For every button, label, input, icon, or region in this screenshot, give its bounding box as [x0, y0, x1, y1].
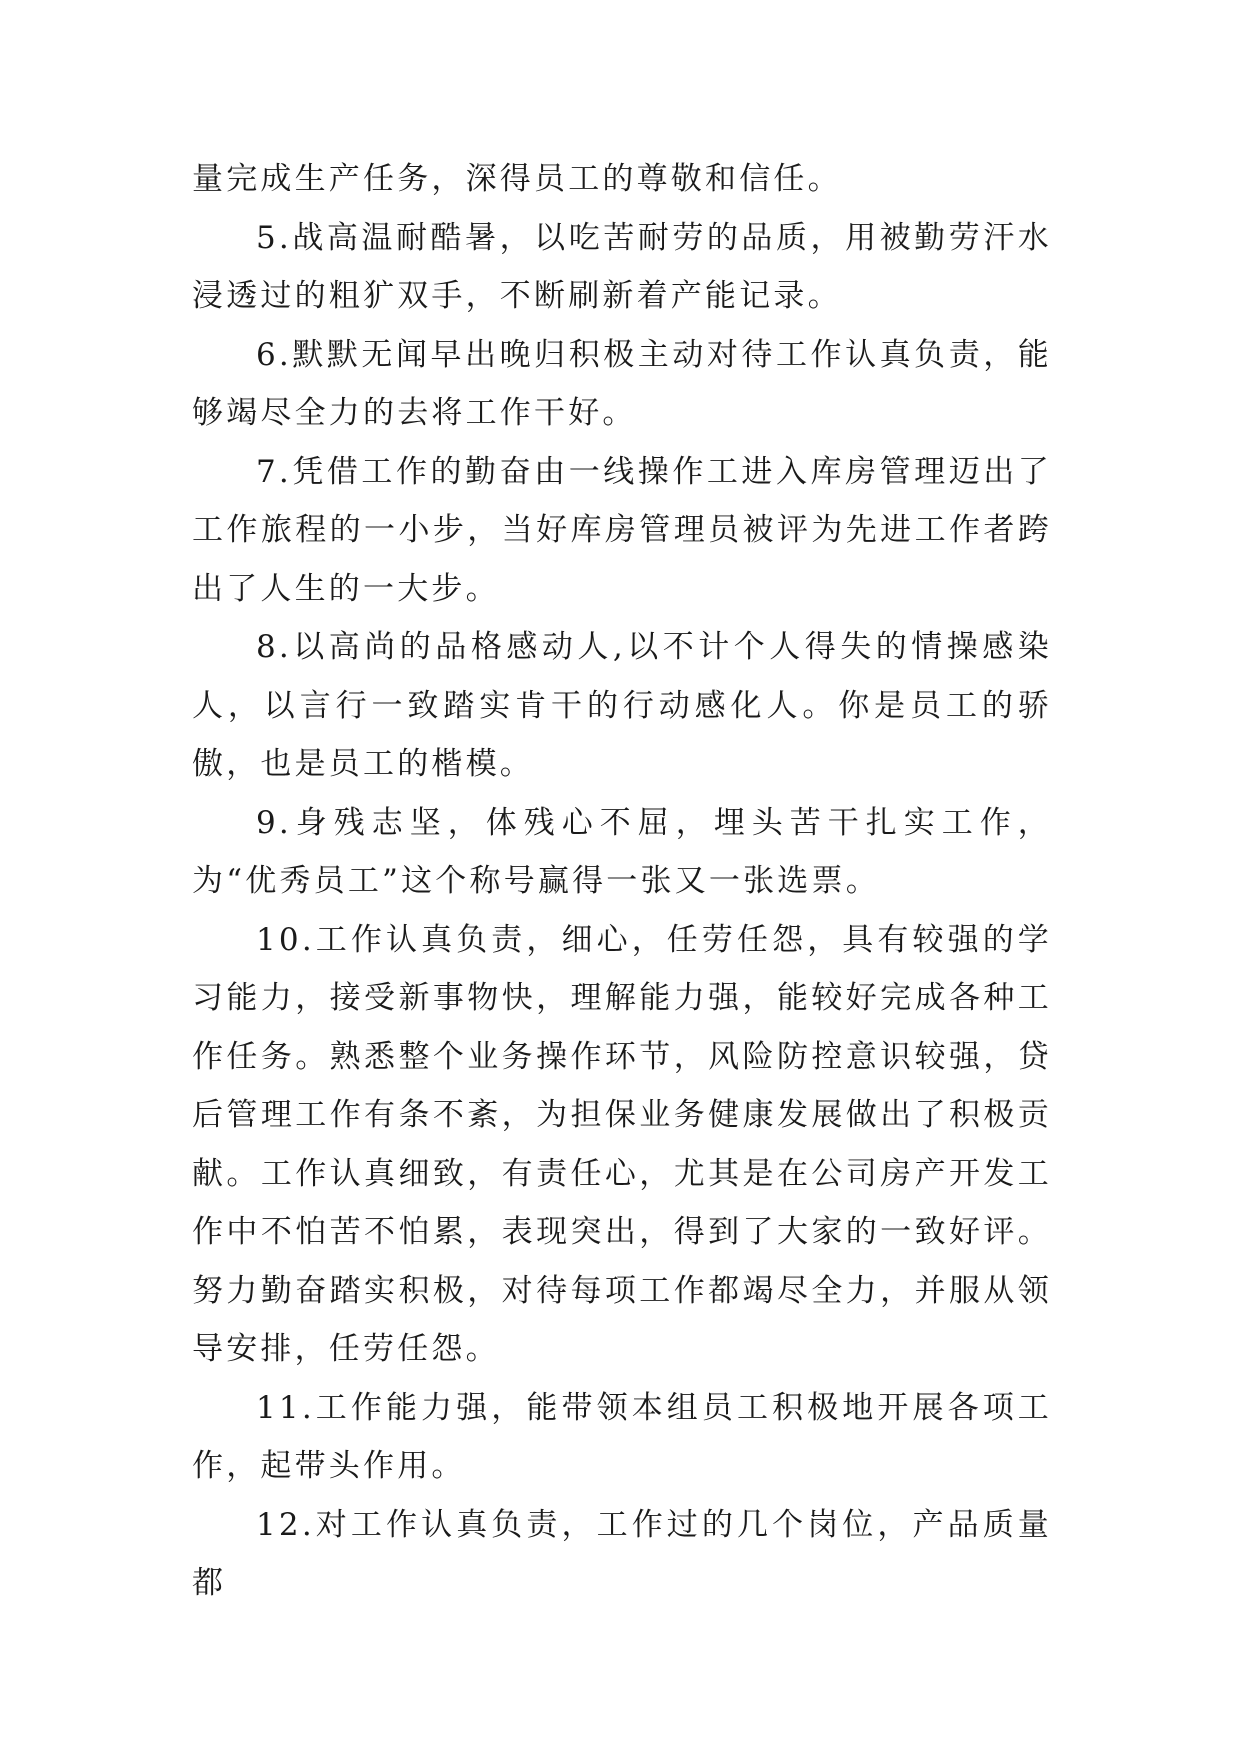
paragraph-item-5: 5.战高温耐酷暑，以吃苦耐劳的品质，用被勤劳汗水浸透过的粗犷双手，不断刷新着产能记录。: [192, 219, 1052, 314]
paragraph-item-9: 9.身残志坚，体残心不屈，埋头苦干扎实工作，为“优秀员工”这个称号赢得一张又一张选票。: [192, 804, 1052, 899]
paragraph-item-12: 12.对工作认真负责，工作过的几个岗位，产品质量都: [192, 1506, 1052, 1601]
paragraph-continuation: 量完成生产任务，深得员工的尊敬和信任。: [192, 161, 842, 197]
document-body: [192, 150, 1052, 1613]
paragraph-item-7: 7.凭借工作的勤奋由一线操作工进入库房管理迈出了工作旅程的一小步，当好库房管理员被评为先进工作者跨出了人生的一大步。: [192, 453, 1052, 607]
paragraph-item-10: 10.工作认真负责，细心，任劳任怨，具有较强的学习能力，接受新事物快，理解能力强，能较好完成各种工作任务。熟悉整个业务操作环节，风险防控意识较强，贷后管理工作有条不紊，为担保业务健康发展做出了积极贡献。工作认真细致，有责任心，尤其是在公司房产开发工作中不怕苦不怕累，表现突出，得到了大家的一致好评。努力勤奋踏实积极，对待每项工作都竭尽全力，并服从领导安排，任劳任怨。: [192, 921, 1052, 1367]
paragraph-item-8: 8.以高尚的品格感动人,以不计个人得失的情操感染人，以言行一致踏实肯干的行动感化人。你是员工的骄傲，也是员工的楷模。: [192, 629, 1052, 782]
paragraph-item-6: 6.默默无闻早出晚归积极主动对待工作认真负责，能够竭尽全力的去将工作干好。: [192, 336, 1052, 431]
paragraph-item-11: 11.工作能力强，能带领本组员工积极地开展各项工作，起带头作用。: [192, 1389, 1052, 1484]
